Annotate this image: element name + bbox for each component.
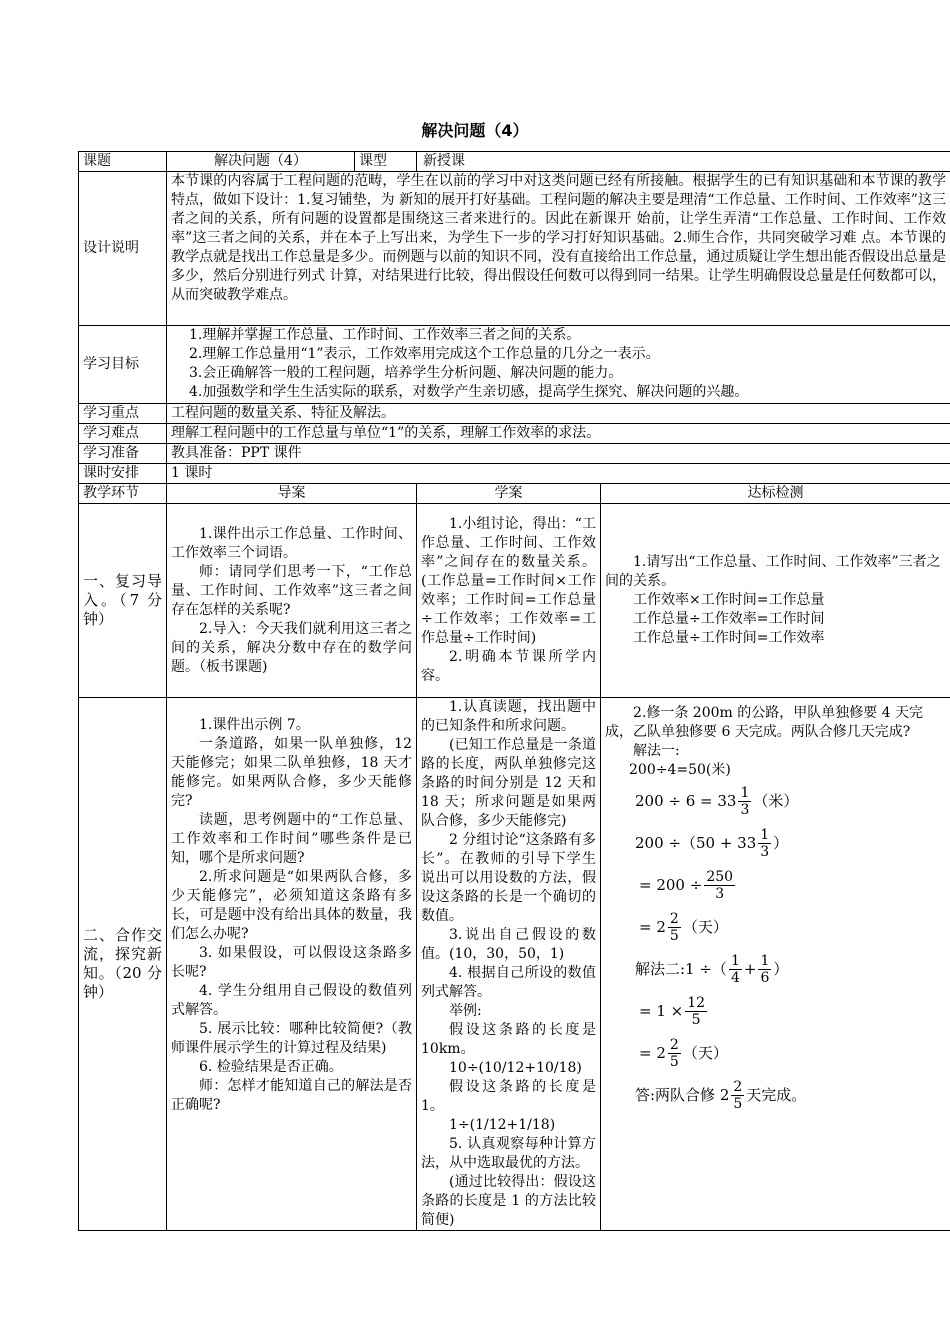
stage1-guide: [167, 504, 417, 698]
design-text: 本节课的内容属于工程问题的范畴，学生在以前的学习中对这类问题已经有所接触。根据学生的已有知识基础和本节课的教学特点，做如下设计：1.复习铺垫，为 新知的展开打好基础。工程问题的解决主要是理清“工作总量、工作时间、工作效率”这三者之间的关系，所有问题的设置都是围绕这三者来进行的。因此在新课开 始前，让学生弄清“工作总量、工作时间、工作效率”这三者之间的关系，并在本子上写出来，为学生下一步的学习打好知识基础。2.师生合作，共同突破学习难 点。本节课的教学点就是找出工作总量是多少。而例题与以前的知识不同，没有直接给出工作总量，通过质疑让学生想出能否假设出总量是多少，然后分别进行列式 计算，对结果进行比较，得出假设任何数可以得到同一结果。让学生明确假设总量是任何数都可以，从而突破教学难点。: [167, 172, 950, 326]
math-line-result-2: [605, 1032, 946, 1074]
math-expr: = 2: [639, 917, 666, 936]
col-study-header: 学案: [417, 484, 601, 504]
study-para: 4. 根据自己所设的数值列式解答。: [421, 965, 596, 1000]
stage1-check: [601, 504, 950, 698]
keti-value: 解决问题（4）: [167, 152, 355, 172]
row-prep: [79, 444, 950, 464]
math-line-method2: [605, 948, 946, 990]
check-para: 1.请写出“工作总量、工作时间、工作效率”三者之间的关系。: [605, 554, 941, 589]
study-para: 2 分组讨论“这条路有多长”。在教师的引导下学生说出可以用设数的方法，假设这条路的长是一个确切的数值。: [421, 832, 596, 924]
row-difficulty: [79, 424, 950, 444]
fraction: $\frac{1}{3}$: [760, 826, 770, 860]
label-kexing: 课型: [355, 152, 417, 172]
label-schedule: 课时安排: [79, 464, 167, 484]
study-para: 假设这条路的长度是 1。: [421, 1079, 596, 1114]
guide-para: 一条道路，如果一队单独修，12 天能修完；如果二队单独修，18 天才能修完。如果两队合修，多少天能修完?: [171, 736, 412, 809]
row-column-headers: [79, 484, 950, 504]
math-expr: ）: [773, 959, 789, 978]
math-step-1: 200÷4=50(米): [629, 762, 731, 778]
math-expr: 200 ÷（50 + 33: [635, 833, 757, 852]
label-difficulty: 学习难点: [79, 424, 167, 444]
check-problem: 2.修一条 200m 的公路，甲队单独修要 4 天完成，乙队单独修要 6 天完成。两队合修几天完成?: [605, 705, 924, 740]
math-expr: 答:两队合修 2: [635, 1085, 730, 1104]
study-para: 2.明确本节课所学内容。: [421, 649, 596, 684]
math-expr: ）: [773, 833, 789, 852]
study-para: 10÷(10/12+10/18): [449, 1060, 582, 1076]
lesson-plan-table: [78, 151, 950, 1231]
math-unit: （天）: [682, 917, 728, 936]
method1-label: 解法一:: [633, 743, 680, 759]
study-para: 3.说出自己假设的数值。(10，30，50，1): [421, 927, 596, 962]
guide-para: 4. 学生分组用自己假设的数值列式解答。: [171, 983, 412, 1018]
goal-item: 2.理解工作总量用“1”表示，工作效率用完成这个工作总量的几分之一表示。: [189, 346, 660, 362]
schedule-text: 1 课时: [167, 464, 950, 484]
math-line-200-div-250-3: [605, 864, 946, 906]
row-goals: [79, 326, 950, 404]
guide-para: 5. 展示比较：哪种比较简便?（教师课件展示学生的计算过程及结果): [171, 1021, 412, 1056]
row-design: [79, 172, 950, 326]
math-line-1-times: [605, 990, 946, 1032]
math-line-200-div-sum: [605, 822, 946, 864]
study-para: 1.小组讨论，得出：“工作总量、工作时间、工作效率”之间存在的数量关系。(工作总量=工作时间×工作效率；工作时间=工作总量÷工作效率；工作效率=工作总量÷工作时间): [421, 516, 596, 646]
math-line-result-1: [605, 906, 946, 948]
fraction: $\frac{250}{3}$: [706, 868, 734, 902]
goal-item: 3.会正确解答一般的工程问题，培养学生分析问题、解决问题的能力。: [189, 365, 623, 381]
goals-list: [167, 326, 950, 404]
fraction: $\frac{2}{5}$: [733, 1078, 743, 1112]
goal-item: 1.理解并掌握工作总量、工作时间、工作效率三者之间的关系。: [189, 327, 581, 343]
math-expr: 200 ÷ 6 = 33: [635, 791, 737, 810]
math-unit: （米）: [753, 791, 799, 810]
guide-para: 2.所求问题是“如果两队合修，多少天能修完”，必须知道这条路有多长，可是题中没有给出具体的数量，我们怎么办呢?: [171, 869, 412, 942]
math-expr: 解法二:1 ÷（: [635, 959, 727, 978]
label-keti: 课题: [79, 152, 167, 172]
prep-text: 教具准备：PPT 课件: [167, 444, 950, 464]
math-line-200-div-6: [605, 780, 946, 822]
stage2-check: [601, 698, 950, 1231]
guide-para: 1.课件出示工作总量、工作时间、工作效率三个词语。: [171, 525, 412, 561]
study-para: (通过比较得出：假设这条路的长度是 1 的方法比较简便): [421, 1174, 596, 1228]
row-stage1: [79, 504, 950, 698]
guide-para: 2.导入：今天我们就利用这三者之间的关系，解决分数中存在的数学问题。（板书课题): [171, 620, 412, 675]
guide-para: 师：怎样才能知道自己的解法是否正确呢?: [171, 1078, 412, 1113]
guide-para: 师：请同学们思考一下，“工作总量、工作时间、工作效率”这三者之间存在怎样的关系呢?: [171, 563, 412, 618]
math-expr: 天完成。: [746, 1085, 807, 1104]
stage2-guide: [167, 698, 417, 1231]
label-goals: 学习目标: [79, 326, 167, 404]
guide-para: 1.课件出示例 7。: [199, 717, 310, 733]
row-schedule: [79, 464, 950, 484]
fraction: $\frac{2}{5}$: [669, 1036, 679, 1070]
label-design: 设计说明: [79, 172, 167, 326]
math-expr: = 1 ×: [639, 1001, 684, 1020]
goal-item: 4.加强数学和学生生活实际的联系，对数学产生亲切感，提高学生探究、解决问题的兴趣。: [189, 384, 749, 400]
stage1-study: [417, 504, 601, 698]
study-para: (已知工作总量是一条道路的长度，两队单独修完这条路的时间分别是 12 天和 18 天；所求问题是如果两队合修，多少天能修完): [421, 737, 596, 829]
row-focus: [79, 404, 950, 424]
difficulty-text: 理解工程问题中的工作总量与单位“1”的关系，理解工作效率的求法。: [167, 424, 950, 444]
fraction: $\frac{2}{5}$: [669, 910, 679, 944]
focus-text: 工程问题的数量关系、特征及解法。: [167, 404, 950, 424]
row-topic: [79, 152, 950, 172]
page-title: 解决问题（4）: [421, 121, 529, 140]
check-para: 工作效率×工作时间=工作总量: [633, 592, 825, 608]
fraction: $\frac{1}{4}$: [730, 952, 740, 986]
study-para: 1.认真读题，找出题中的已知条件和所求问题。: [421, 699, 596, 734]
study-para: 5. 认真观察每种计算方法，从中选取最优的方法。: [421, 1136, 596, 1171]
check-para: 工作总量÷工作时间=工作效率: [633, 630, 825, 646]
col-stage-header: 教学环节: [79, 484, 167, 504]
fraction: $\frac{12}{5}$: [687, 994, 706, 1028]
math-answer: [605, 1074, 946, 1116]
study-para: 举例:: [449, 1003, 482, 1019]
row-stage2: [79, 698, 950, 1231]
math-unit: （天）: [682, 1043, 728, 1062]
check-para: 工作总量÷工作效率=工作时间: [633, 611, 825, 627]
stage2-study: [417, 698, 601, 1231]
study-para: 1÷(1/12+1/18): [449, 1117, 556, 1133]
col-check-header: 达标检测: [601, 484, 950, 504]
fraction: $\frac{1}{3}$: [740, 784, 750, 818]
stage2-label: 二、合作交流，探究新知。（20 分钟）: [79, 698, 167, 1231]
label-prep: 学习准备: [79, 444, 167, 464]
math-expr: = 200 ÷: [639, 875, 703, 894]
col-guide-header: 导案: [167, 484, 417, 504]
study-para: 假设这条路的长度是 10km。: [421, 1022, 596, 1057]
fraction: $\frac{1}{6}$: [760, 952, 770, 986]
guide-para: 6. 检验结果是否正确。: [199, 1059, 343, 1075]
stage1-label: 一、复习导入。（7 分钟）: [79, 504, 167, 698]
guide-para: 3. 如果假设，可以假设这条路多长呢?: [171, 945, 412, 980]
label-focus: 学习重点: [79, 404, 167, 424]
kexing-value: 新授课: [417, 152, 950, 172]
math-expr: = 2: [639, 1043, 666, 1062]
math-expr: +: [743, 959, 757, 978]
guide-para: 读题，思考例题中的“工作总量、工作效率和工作时间”哪些条件是已知，哪个是所求问题?: [171, 812, 412, 866]
